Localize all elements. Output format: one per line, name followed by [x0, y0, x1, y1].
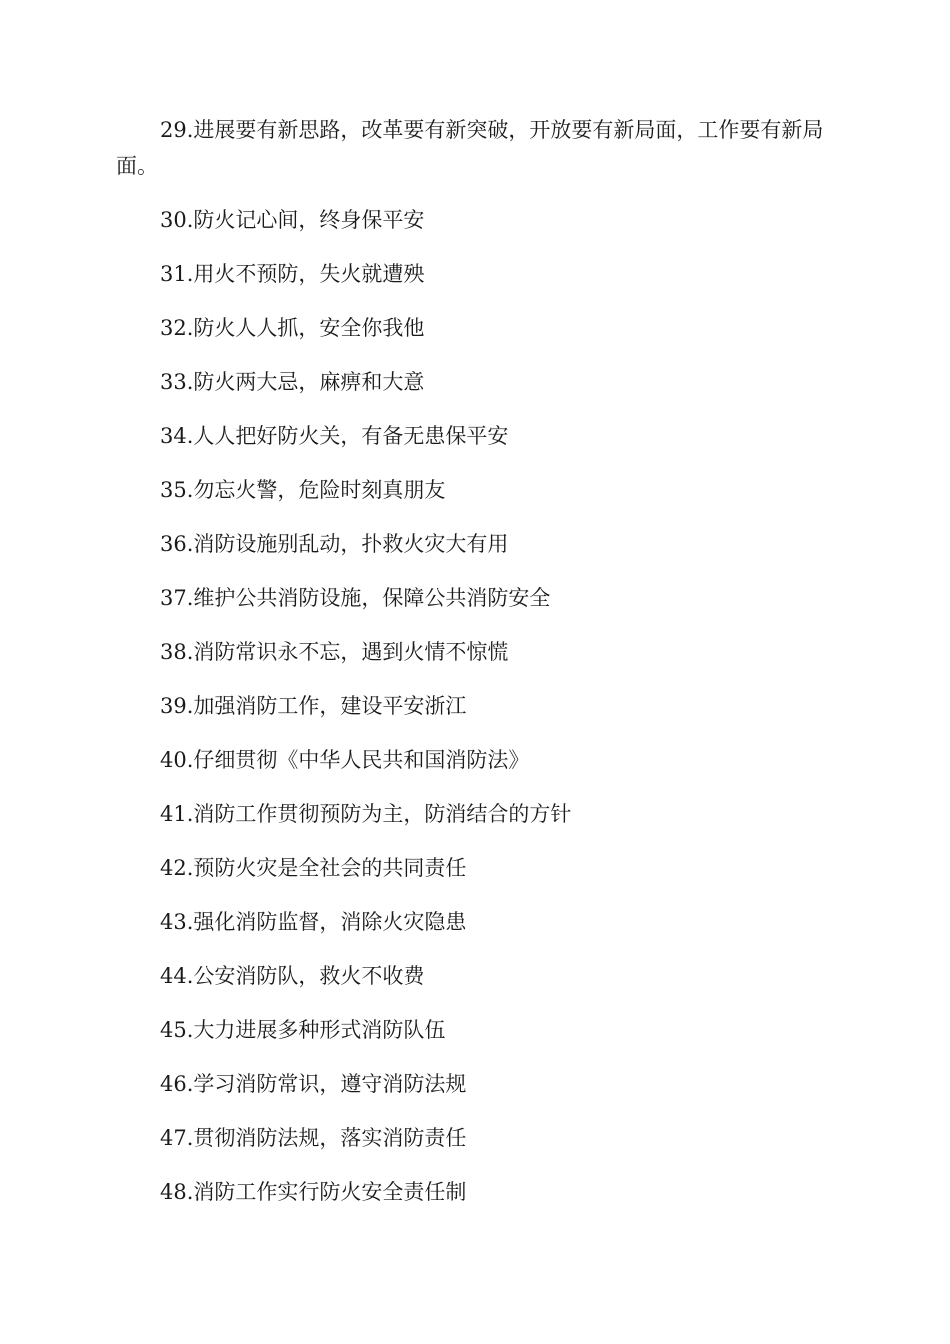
paragraph-46: 46.学习消防常识，遵守消防法规 — [160, 1072, 467, 1096]
paragraph-43: 43.强化消防监督，消除火灾隐患 — [160, 910, 467, 934]
paragraph-31: 31.用火不预防，失火就遭殃 — [160, 262, 425, 286]
paragraph-35: 35.勿忘火警，危险时刻真朋友 — [160, 478, 446, 502]
paragraph-37: 37.维护公共消防设施，保障公共消防安全 — [160, 586, 551, 610]
paragraph-33: 33.防火两大忌，麻痹和大意 — [160, 370, 425, 394]
paragraph-48: 48.消防工作实行防火安全责任制 — [160, 1180, 467, 1204]
paragraph-36: 36.消防设施别乱动，扑救火灾大有用 — [160, 532, 509, 556]
paragraph-42: 42.预防火灾是全社会的共同责任 — [160, 856, 467, 880]
paragraph-41: 41.消防工作贯彻预防为主，防消结合的方针 — [160, 802, 572, 826]
paragraph-29: 29.进展要有新思路，改革要有新突破，开放要有新局面，工作要有新局面。 — [116, 118, 824, 178]
paragraph-32: 32.防火人人抓，安全你我他 — [160, 316, 425, 340]
paragraph-44: 44.公安消防队，救火不收费 — [160, 964, 425, 988]
paragraph-34: 34.人人把好防火关，有备无患保平安 — [160, 424, 509, 448]
paragraph-40: 40.仔细贯彻《中华人民共和国消防法》 — [160, 748, 530, 772]
paragraph-47: 47.贯彻消防法规，落实消防责任 — [160, 1126, 467, 1150]
paragraph-39: 39.加强消防工作，建设平安浙江 — [160, 694, 467, 718]
document-body — [116, 112, 826, 1228]
paragraph-30: 30.防火记心间，终身保平安 — [160, 208, 425, 232]
paragraph-38: 38.消防常识永不忘，遇到火情不惊慌 — [160, 640, 509, 664]
paragraph-45: 45.大力进展多种形式消防队伍 — [160, 1018, 446, 1042]
